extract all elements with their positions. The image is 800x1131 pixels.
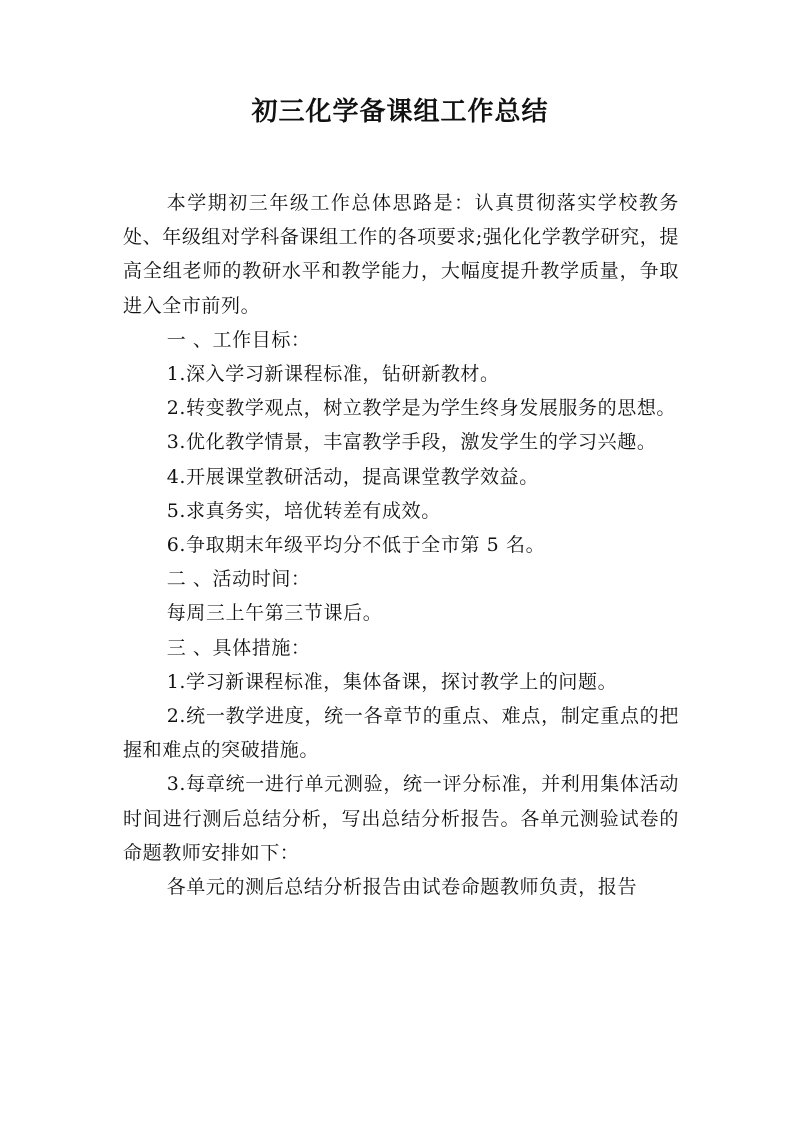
activity-time-text: 每周三上午第三节课后。	[166, 602, 383, 625]
measure-item-1: 1.学习新课程标准，集体备课，探讨教学上的问题。	[166, 670, 618, 693]
section-heading-time: 二 、活动时间：	[166, 568, 311, 591]
report-paragraph: 各单元的测后总结分析报告由试卷命题教师负责，报告	[166, 876, 638, 899]
goal-item-4: 4.开展课堂教研活动，提高课堂教学效益。	[166, 465, 539, 488]
document-body	[123, 186, 679, 904]
goal-item-5: 5.求真务实，培优转差有成效。	[166, 499, 441, 522]
measure-item-2: 2.统一教学进度，统一各章节的重点、难点，制定重点的把握和难点的突破措施。	[123, 705, 679, 762]
document-title: 初三化学备课组工作总结	[251, 97, 549, 127]
section-heading-goals: 一 、工作目标：	[166, 328, 311, 351]
measure-item-3: 3.每章统一进行单元测验，统一评分标准，并利用集体活动时间进行测后总结分析，写出总结分析报告。各单元测验试卷的命题教师安排如下：	[123, 773, 679, 864]
goal-item-6: 6.争取期末年级平均分不低于全市第 5 名。	[166, 534, 546, 557]
intro-paragraph: 本学期初三年级工作总体思路是：认真贯彻落实学校教务处、年级组对学科备课组工作的各项要求;强化化学教学研究，提高全组老师的教研水平和教学能力，大幅度提升教学质量，争取进入全市前列。	[123, 192, 679, 317]
goal-item-3: 3.优化教学情景，丰富教学手段，激发学生的学习兴趣。	[166, 431, 657, 454]
goal-item-2: 2.转变教学观点，树立教学是为学生终身发展服务的思想。	[166, 397, 677, 420]
section-heading-measures: 三 、具体措施：	[166, 636, 311, 659]
goal-item-1: 1.深入学习新课程标准，钻研新教材。	[166, 363, 500, 386]
